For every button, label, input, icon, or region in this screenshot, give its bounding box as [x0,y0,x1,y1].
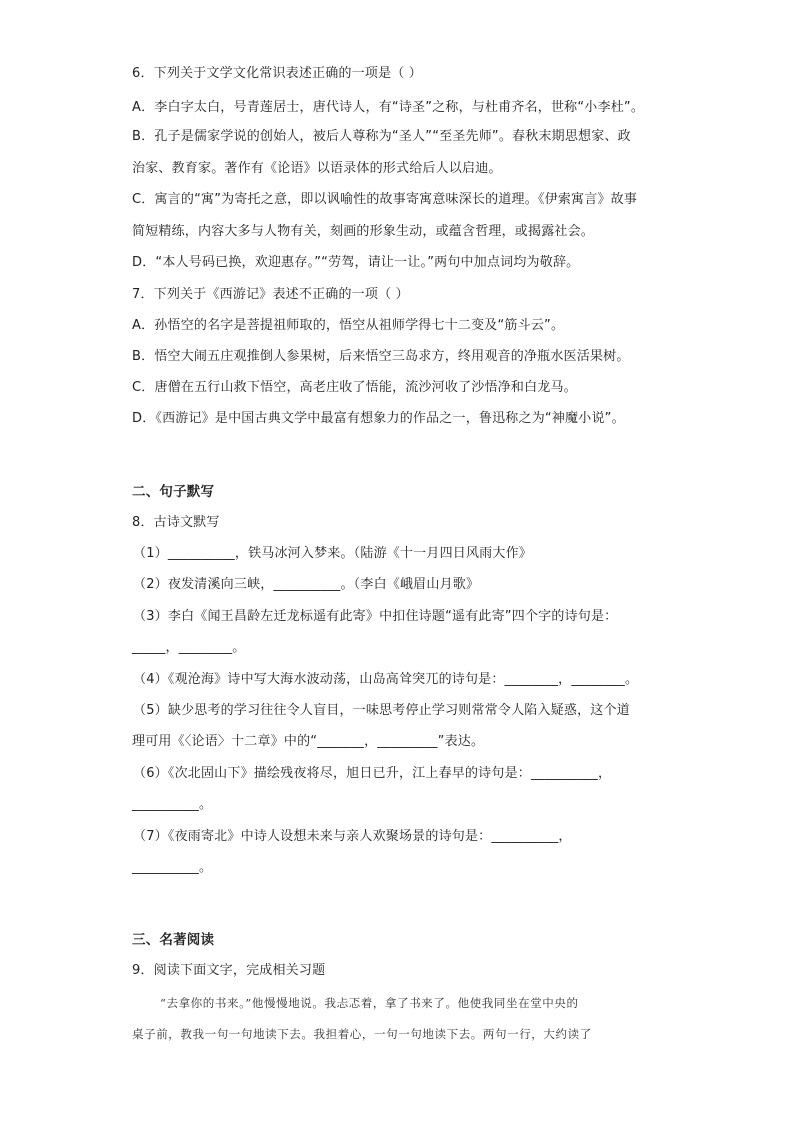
q7-option-b: B．悟空大闹五庄观推倒人参果树，后来悟空三岛求方，终用观音的净瓶水医活果树。 [132,349,630,364]
q8-part6-line1: （6）《次北固山下》描绘残夜将尽，旭日已升，江上春早的诗句是：__________， [133,766,612,781]
section-title-sentence-dictation: 二、句子默写 [132,484,215,500]
q9-stem: 9．阅读下面文字，完成相关习题 [132,963,326,978]
q6-option-b-line1: B．孔子是儒家学说的创始人，被后人尊称为“圣人”“至圣先师”。春秋末期思想家、政 [132,129,631,144]
q8-part2: （2）夜发清溪向三峡，__________。（李白《峨眉山月歌》 [133,577,480,592]
q7-option-a: A．孙悟空的名字是菩提祖师取的，悟空从祖师学得七十二变及“筋斗云”。 [132,318,565,333]
q6-option-b-line2: 治家、教育家。著作有《论语》以语录体的形式给后人以启迪。 [132,161,502,176]
q8-stem: 8．古诗文默写 [132,515,220,530]
q8-part1: （1）__________，铁马冰河入梦来。（陆游《十一月四日风雨大作》 [133,546,532,561]
q7-option-c: C．唐僧在五行山救下悟空，高老庄收了悟能，流沙河收了沙悟净和白龙马。 [132,380,577,395]
q7-stem: 7．下列关于《西游记》表述不正确的一项（ ） [132,287,409,302]
q8-part3-line1: （3）李白《闻王昌龄左迁龙标遥有此寄》中扣住诗题“遥有此寄”四个字的诗句是： [133,609,618,624]
q8-part7-line2: __________。 [132,860,213,875]
q9-passage-line1: “去拿你的书来。”他慢慢地说。我忐忑着，拿了书来了。他使我同坐在堂中央的 [160,996,579,1010]
q9-passage-line2: 桌子前，教我一句一句地读下去。我担着心，一句一句地读下去。两句一行，大约读了 [132,1027,592,1041]
q8-part5-line2: 理可用《〈论语〉十二章》中的“_______，_________”表达。 [132,734,485,749]
section-title-classic-reading: 三、名著阅读 [132,932,215,948]
q7-option-d: D．《西游记》是中国古典文学中最富有想象力的作品之一，鲁迅称之为“神魔小说”。 [132,411,625,426]
q6-option-c-line1: C．寓言的“寓”为寄托之意，即以讽喻性的故事寄寓意味深长的道理。《伊索寓言》故事 [132,192,638,207]
q8-part7-line1: （7）《夜雨寄北》中诗人设想未来与亲人欢聚场景的诗句是：__________， [133,829,572,844]
q6-option-a: A．李白字太白，号青莲居士，唐代诗人，有“诗圣”之称，与杜甫齐名，世称“小李杜”。 [132,100,645,115]
q8-part3-line2: _____，________。 [132,640,246,655]
q8-part4: （4）《观沧海》诗中写大海水波动荡，山岛高耸突兀的诗句是：________，________。 [133,672,639,687]
q8-part5-line1: （5）缺少思考的学习往往令人盲目，一味思考停止学习则常常令人陷入疑惑，这个道 [133,703,630,718]
q6-option-d: D．“本人号码已换，欢迎惠存。”“劳驾，请让一让。”两句中加点词均为敬辞。 [132,255,580,270]
q6-option-c-line2: 简短精练，内容大多与人物有关，刻画的形象生动，或蕴含哲理，或揭露社会。 [132,224,595,239]
q8-part6-line2: __________。 [132,797,213,812]
q6-stem: 6．下列关于文学文化常识表述正确的一项是（ ） [132,66,423,81]
